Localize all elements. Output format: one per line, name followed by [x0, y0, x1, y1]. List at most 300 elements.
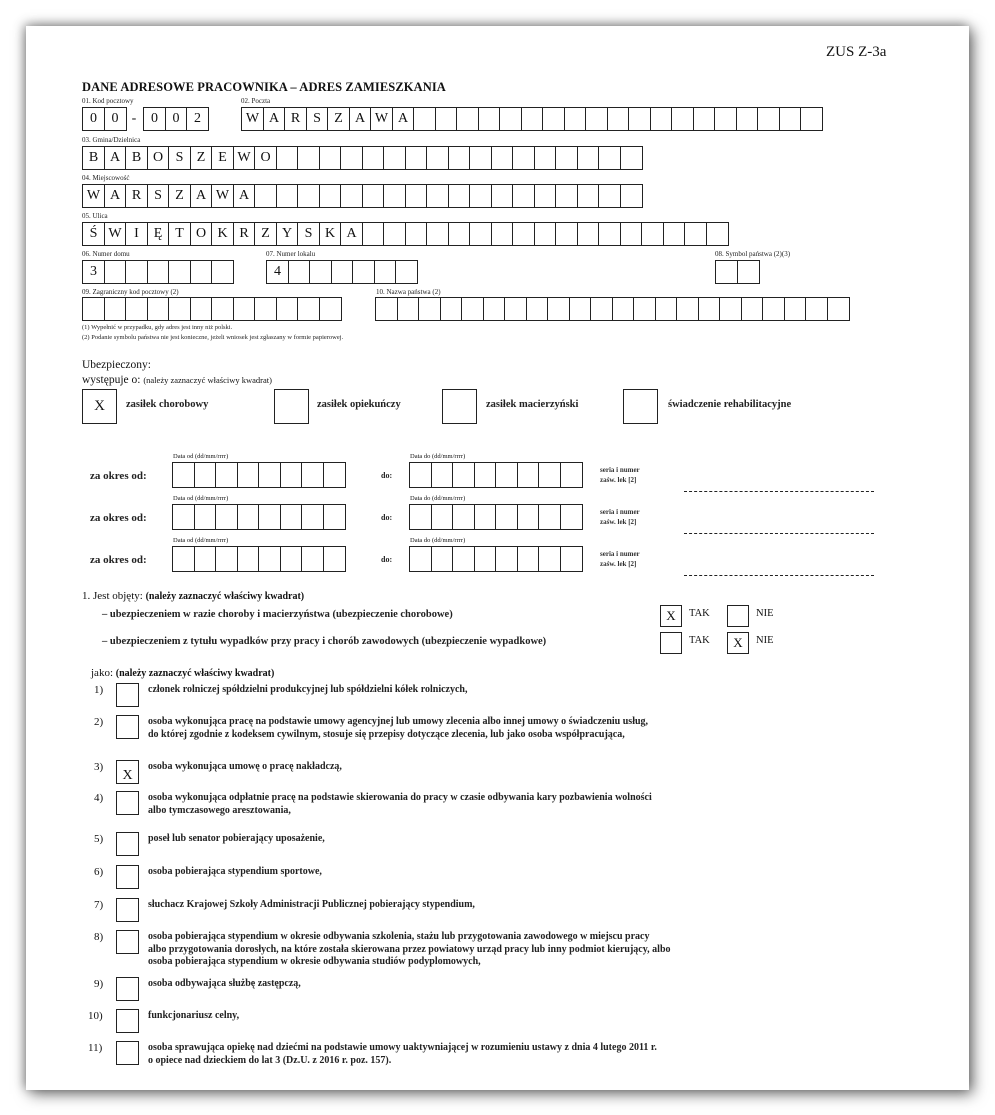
street-label: 05. Ulica	[82, 212, 108, 220]
role-option-checkbox[interactable]	[116, 683, 139, 707]
date-cell[interactable]	[538, 546, 561, 572]
char-cell[interactable]	[542, 107, 565, 131]
char-cell[interactable]	[319, 297, 342, 321]
date-from-field[interactable]	[172, 462, 344, 486]
date-cell[interactable]	[237, 504, 260, 530]
apartment-number-field[interactable]	[266, 260, 417, 284]
char-cell[interactable]	[426, 222, 449, 246]
char-cell[interactable]: W	[82, 184, 105, 208]
house-number-field[interactable]	[82, 260, 233, 284]
country-symbol-field[interactable]	[715, 260, 758, 284]
char-cell[interactable]	[585, 107, 608, 131]
char-cell[interactable]: 2	[186, 107, 209, 131]
date-cell[interactable]	[452, 546, 475, 572]
char-cell[interactable]	[233, 297, 256, 321]
char-cell[interactable]	[628, 107, 651, 131]
char-cell[interactable]: Ś	[82, 222, 105, 246]
char-cell[interactable]	[620, 184, 643, 208]
char-cell[interactable]	[736, 107, 759, 131]
locality-label: 04. Miejscowość	[82, 174, 130, 182]
char-cell[interactable]	[499, 107, 522, 131]
series-number-field[interactable]	[684, 491, 874, 492]
country-name-label: 10. Nazwa państwa (2)	[376, 288, 441, 296]
date-cell[interactable]	[452, 462, 475, 488]
benefit-care-checkbox[interactable]	[274, 389, 309, 424]
char-cell[interactable]	[448, 184, 471, 208]
char-cell[interactable]: 0	[82, 107, 105, 131]
char-cell[interactable]	[375, 297, 398, 321]
date-from-field[interactable]	[172, 546, 344, 570]
char-cell[interactable]	[590, 297, 613, 321]
char-cell[interactable]: W	[211, 184, 234, 208]
char-cell[interactable]	[190, 260, 213, 284]
char-cell[interactable]: Z	[190, 146, 213, 170]
date-from-hint: Data od (dd/mm/rrrr)	[173, 453, 229, 460]
role-option-checkbox[interactable]	[116, 715, 139, 739]
role-option-number: 11)	[88, 1042, 103, 1054]
date-cell[interactable]	[215, 462, 238, 488]
series-label	[600, 549, 640, 569]
date-cell[interactable]	[323, 504, 346, 530]
role-option-checkbox[interactable]	[116, 791, 139, 815]
char-cell[interactable]	[276, 146, 299, 170]
char-cell[interactable]: O	[190, 222, 213, 246]
char-cell[interactable]	[650, 107, 673, 131]
date-cell[interactable]	[280, 462, 303, 488]
series-label	[600, 465, 640, 485]
char-cell[interactable]	[491, 146, 514, 170]
char-cell[interactable]: S	[306, 107, 329, 131]
char-cell[interactable]: 0	[104, 107, 127, 131]
char-cell[interactable]	[276, 184, 299, 208]
char-cell[interactable]	[693, 107, 716, 131]
char-cell[interactable]	[448, 146, 471, 170]
char-cell[interactable]: K	[211, 222, 234, 246]
role-option-line: albo przygotowania dorosłych, na które została skierowana przez powiatowy urząd pracy lub inny podmiot kierujący, albo	[148, 943, 671, 955]
role-option-line: osoba pobierająca stypendium sportowe,	[148, 866, 322, 877]
char-cell[interactable]: Ę	[147, 222, 170, 246]
char-cell[interactable]: W	[241, 107, 264, 131]
period-to-label: do:	[381, 513, 393, 522]
role-option-checkbox[interactable]	[116, 865, 139, 889]
char-cell[interactable]	[555, 222, 578, 246]
date-cell[interactable]	[280, 504, 303, 530]
char-cell[interactable]: S	[168, 146, 191, 170]
date-cell[interactable]	[560, 504, 583, 530]
benefit-sickness-label: zasiłek chorobowy	[126, 399, 209, 410]
date-cell[interactable]	[495, 504, 518, 530]
char-cell[interactable]	[340, 146, 363, 170]
char-cell[interactable]	[211, 260, 234, 284]
char-cell[interactable]: 3	[82, 260, 105, 284]
coverage-sickness-yes-checkbox[interactable]: X	[660, 605, 682, 627]
char-cell[interactable]	[612, 297, 635, 321]
char-cell[interactable]: 4	[266, 260, 289, 284]
char-cell[interactable]	[676, 297, 699, 321]
char-cell[interactable]	[362, 222, 385, 246]
date-cell[interactable]	[172, 546, 195, 572]
char-cell[interactable]	[607, 107, 630, 131]
char-cell[interactable]	[331, 260, 354, 284]
char-cell[interactable]	[805, 297, 828, 321]
date-cell[interactable]	[474, 462, 497, 488]
insured-title: Ubezpieczony:	[82, 359, 151, 371]
char-cell[interactable]	[534, 222, 557, 246]
date-cell[interactable]	[474, 504, 497, 530]
char-cell[interactable]: R	[284, 107, 307, 131]
char-cell[interactable]	[719, 297, 742, 321]
char-cell[interactable]	[784, 297, 807, 321]
postal-code-field[interactable]	[82, 107, 208, 131]
date-cell[interactable]	[409, 504, 432, 530]
char-cell[interactable]	[478, 107, 501, 131]
date-cell[interactable]	[409, 546, 432, 572]
char-cell[interactable]	[577, 222, 600, 246]
date-cell[interactable]	[560, 546, 583, 572]
coverage-accident-no-label: NIE	[756, 635, 774, 646]
char-cell[interactable]	[362, 184, 385, 208]
date-cell[interactable]	[560, 462, 583, 488]
char-cell[interactable]	[491, 184, 514, 208]
date-cell[interactable]	[237, 546, 260, 572]
role-option-line: osoba sprawująca opiekę nad dziećmi na podstawie umowy uaktywniającej w rozumieniu ustawy z dnia 4 lutego 2011 r.	[148, 1042, 657, 1053]
char-cell[interactable]	[469, 222, 492, 246]
char-cell[interactable]	[714, 107, 737, 131]
char-cell[interactable]	[413, 107, 436, 131]
date-cell[interactable]	[301, 504, 324, 530]
char-cell[interactable]: Z	[254, 222, 277, 246]
role-option-number: 9)	[94, 978, 104, 990]
char-cell[interactable]: O	[147, 146, 170, 170]
date-to-field[interactable]	[409, 504, 581, 528]
date-cell[interactable]	[474, 546, 497, 572]
char-cell[interactable]: Y	[276, 222, 299, 246]
char-cell[interactable]	[352, 260, 375, 284]
coverage-title	[82, 590, 304, 602]
char-cell[interactable]	[534, 146, 557, 170]
period-to-label: do:	[381, 555, 393, 564]
date-cell[interactable]	[237, 462, 260, 488]
date-to-hint: Data do (dd/mm/rrrr)	[410, 495, 466, 502]
char-cell[interactable]: T	[168, 222, 191, 246]
coverage-hint: (należy zaznaczyć właściwy kwadrat)	[145, 591, 305, 602]
char-cell[interactable]	[190, 297, 213, 321]
char-cell[interactable]	[104, 260, 127, 284]
char-cell[interactable]: I	[125, 222, 148, 246]
country-name-field[interactable]	[375, 297, 848, 321]
char-cell[interactable]	[418, 297, 441, 321]
postal-code-dash: -	[131, 111, 137, 126]
char-cell[interactable]	[383, 222, 406, 246]
role-option-label	[148, 833, 325, 846]
role-option-line: osoba pobierająca stypendium w okresie odbywania studiów podyplomowych,	[148, 956, 481, 967]
role-option-number: 3)	[94, 761, 104, 773]
char-cell[interactable]	[598, 184, 621, 208]
date-to-hint: Data do (dd/mm/rrrr)	[410, 537, 466, 544]
char-cell[interactable]	[577, 146, 600, 170]
char-cell[interactable]: K	[319, 222, 342, 246]
char-cell[interactable]: 0	[165, 107, 188, 131]
char-cell[interactable]	[762, 297, 785, 321]
series-number-field[interactable]	[684, 533, 874, 534]
date-cell[interactable]	[194, 462, 217, 488]
char-cell[interactable]	[254, 297, 277, 321]
char-cell[interactable]	[741, 297, 764, 321]
date-cell[interactable]	[538, 462, 561, 488]
char-cell[interactable]	[698, 297, 721, 321]
date-cell[interactable]	[517, 462, 540, 488]
role-option-line: osoba wykonująca umowę o pracę nakładczą,	[148, 761, 342, 772]
char-cell[interactable]	[620, 222, 643, 246]
char-cell[interactable]	[288, 260, 311, 284]
char-cell[interactable]	[737, 260, 760, 284]
date-to-hint: Data do (dd/mm/rrrr)	[410, 453, 466, 460]
char-cell[interactable]: A	[233, 184, 256, 208]
coverage-accident-no-checkbox[interactable]: X	[727, 632, 749, 654]
date-from-hint: Data od (dd/mm/rrrr)	[173, 495, 229, 502]
char-cell[interactable]: A	[340, 222, 363, 246]
char-cell[interactable]	[491, 222, 514, 246]
role-title-text: jako:	[91, 667, 113, 679]
coverage-sickness-no-label: NIE	[756, 608, 774, 619]
postal-code-label: 01. Kod pocztowy	[82, 97, 134, 105]
role-option-checkbox[interactable]	[116, 832, 139, 856]
char-cell[interactable]	[641, 222, 664, 246]
char-cell[interactable]	[512, 222, 535, 246]
char-cell[interactable]	[340, 184, 363, 208]
char-cell[interactable]	[104, 297, 127, 321]
char-cell[interactable]	[125, 260, 148, 284]
char-cell[interactable]: B	[82, 146, 105, 170]
commune-field[interactable]	[82, 146, 641, 170]
char-cell[interactable]	[276, 297, 299, 321]
char-cell[interactable]	[598, 146, 621, 170]
date-cell[interactable]	[495, 546, 518, 572]
char-cell[interactable]	[483, 297, 506, 321]
char-cell[interactable]	[461, 297, 484, 321]
char-cell[interactable]: A	[190, 184, 213, 208]
char-cell[interactable]: Z	[327, 107, 350, 131]
benefit-sickness-checkbox[interactable]: X	[82, 389, 117, 424]
date-cell[interactable]	[431, 546, 454, 572]
char-cell[interactable]	[319, 184, 342, 208]
date-cell[interactable]	[323, 546, 346, 572]
char-cell[interactable]: W	[233, 146, 256, 170]
role-option-number: 10)	[88, 1010, 103, 1022]
period-to-label: do:	[381, 471, 393, 480]
char-cell[interactable]	[512, 146, 535, 170]
char-cell[interactable]	[405, 184, 428, 208]
char-cell[interactable]: Z	[168, 184, 191, 208]
char-cell[interactable]	[297, 184, 320, 208]
char-cell[interactable]: R	[233, 222, 256, 246]
date-cell[interactable]	[258, 462, 281, 488]
date-to-field[interactable]	[409, 462, 581, 486]
char-cell[interactable]	[800, 107, 823, 131]
date-cell[interactable]	[194, 546, 217, 572]
char-cell[interactable]	[555, 146, 578, 170]
date-cell[interactable]	[452, 504, 475, 530]
date-cell[interactable]	[280, 546, 303, 572]
char-cell[interactable]	[440, 297, 463, 321]
role-option-line: albo tymczasowego aresztowania,	[148, 804, 291, 816]
char-cell[interactable]	[397, 297, 420, 321]
char-cell[interactable]	[125, 297, 148, 321]
role-option-checkbox[interactable]	[116, 898, 139, 922]
char-cell[interactable]: A	[263, 107, 286, 131]
foreign-postal-code-field[interactable]	[82, 297, 340, 321]
date-cell[interactable]	[538, 504, 561, 530]
char-cell[interactable]	[555, 184, 578, 208]
char-cell[interactable]	[663, 222, 686, 246]
char-cell[interactable]: A	[392, 107, 415, 131]
char-cell[interactable]	[426, 146, 449, 170]
char-cell[interactable]: W	[370, 107, 393, 131]
char-cell[interactable]: E	[211, 146, 234, 170]
role-option-line: osoba wykonująca pracę na podstawie umowy agencyjnej lub umowy zlecenia albo innej umowy o świadczeniu usług,	[148, 716, 649, 727]
benefit-rehabilitation-checkbox[interactable]	[623, 389, 658, 424]
role-option-checkbox[interactable]	[116, 1009, 139, 1033]
char-cell[interactable]	[827, 297, 850, 321]
coverage-accident-yes-checkbox[interactable]	[660, 632, 682, 654]
char-cell[interactable]	[512, 184, 535, 208]
char-cell[interactable]: A	[104, 184, 127, 208]
char-cell[interactable]	[147, 260, 170, 284]
series-label-line-2: zaśw. lek [2]	[600, 476, 637, 484]
date-cell[interactable]	[215, 546, 238, 572]
role-option-number: 7)	[94, 899, 104, 911]
char-cell[interactable]	[147, 297, 170, 321]
char-cell[interactable]	[547, 297, 570, 321]
role-option-line: o opiece nad dzieckiem do lat 3 (Dz.U. z 2016 r. poz. 157).	[148, 1054, 392, 1066]
date-cell[interactable]	[517, 546, 540, 572]
char-cell[interactable]: R	[125, 184, 148, 208]
char-cell[interactable]	[715, 260, 738, 284]
date-cell[interactable]	[323, 462, 346, 488]
char-cell[interactable]	[569, 297, 592, 321]
date-cell[interactable]	[172, 504, 195, 530]
date-cell[interactable]	[517, 504, 540, 530]
char-cell[interactable]	[779, 107, 802, 131]
date-cell[interactable]	[495, 462, 518, 488]
char-cell[interactable]	[456, 107, 479, 131]
char-cell[interactable]	[374, 260, 397, 284]
date-cell[interactable]	[409, 462, 432, 488]
char-cell[interactable]	[426, 184, 449, 208]
series-label-line-1: seria i numer	[600, 466, 640, 474]
form-code: ZUS Z-3a	[826, 44, 887, 60]
char-cell[interactable]	[309, 260, 332, 284]
char-cell[interactable]: S	[147, 184, 170, 208]
char-cell[interactable]	[383, 184, 406, 208]
char-cell[interactable]	[534, 184, 557, 208]
street-field[interactable]	[82, 222, 727, 246]
role-option-label	[148, 899, 475, 912]
char-cell[interactable]	[577, 184, 600, 208]
char-cell[interactable]	[564, 107, 587, 131]
post-office-field[interactable]	[241, 107, 822, 131]
locality-field[interactable]	[82, 184, 641, 208]
char-cell[interactable]	[362, 146, 385, 170]
role-option-checkbox[interactable]: X	[116, 760, 139, 784]
char-cell[interactable]	[168, 260, 191, 284]
char-cell[interactable]	[757, 107, 780, 131]
char-cell[interactable]	[598, 222, 621, 246]
char-cell[interactable]	[319, 146, 342, 170]
char-cell[interactable]	[526, 297, 549, 321]
date-cell[interactable]	[172, 462, 195, 488]
role-hint: (należy zaznaczyć właściwy kwadrat)	[115, 668, 275, 679]
role-option-label	[148, 792, 652, 817]
char-cell[interactable]	[448, 222, 471, 246]
date-cell[interactable]	[431, 504, 454, 530]
applies-hint: (należy zaznaczyć właściwy kwadrat)	[143, 375, 272, 385]
role-option-checkbox[interactable]	[116, 930, 139, 954]
role-option-line: osoba wykonująca odpłatnie pracę na podstawie skierowania do pracy w czasie odbywania kary pozbawienia wolności	[148, 792, 652, 803]
char-cell[interactable]: W	[104, 222, 127, 246]
char-cell[interactable]: S	[297, 222, 320, 246]
date-cell[interactable]	[258, 504, 281, 530]
date-cell[interactable]	[258, 546, 281, 572]
char-cell[interactable]: B	[125, 146, 148, 170]
role-option-checkbox[interactable]	[116, 977, 139, 1001]
date-to-field[interactable]	[409, 546, 581, 570]
role-option-line: funkcjonariusz celny,	[148, 1010, 240, 1021]
coverage-sickness-no-checkbox[interactable]	[727, 605, 749, 627]
date-cell[interactable]	[194, 504, 217, 530]
date-from-field[interactable]	[172, 504, 344, 528]
char-cell[interactable]	[469, 184, 492, 208]
char-cell[interactable]	[684, 222, 707, 246]
char-cell[interactable]	[383, 146, 406, 170]
date-cell[interactable]	[301, 462, 324, 488]
char-cell[interactable]	[254, 184, 277, 208]
char-cell[interactable]: 0	[143, 107, 166, 131]
house-number-label: 06. Numer domu	[82, 250, 130, 258]
char-cell[interactable]	[671, 107, 694, 131]
char-cell[interactable]	[706, 222, 729, 246]
char-cell[interactable]: O	[254, 146, 277, 170]
date-cell[interactable]	[431, 462, 454, 488]
char-cell[interactable]	[521, 107, 544, 131]
char-cell[interactable]	[168, 297, 191, 321]
char-cell[interactable]	[405, 222, 428, 246]
char-cell[interactable]	[633, 297, 656, 321]
char-cell[interactable]	[504, 297, 527, 321]
series-label-line-1: seria i numer	[600, 508, 640, 516]
char-cell[interactable]	[211, 297, 234, 321]
char-cell[interactable]: A	[104, 146, 127, 170]
role-option-line: członek rolniczej spółdzielni produkcyjnej lub spółdzielni kółek rolniczych,	[148, 684, 468, 695]
char-cell[interactable]	[620, 146, 643, 170]
role-option-line: osoba odbywająca służbę zastępczą,	[148, 978, 301, 989]
char-cell[interactable]	[297, 146, 320, 170]
date-cell[interactable]	[215, 504, 238, 530]
char-cell[interactable]	[82, 297, 105, 321]
section-title: DANE ADRESOWE PRACOWNIKA – ADRES ZAMIESZKANIA	[82, 80, 446, 94]
char-cell[interactable]	[435, 107, 458, 131]
char-cell[interactable]	[469, 146, 492, 170]
date-cell[interactable]	[301, 546, 324, 572]
char-cell[interactable]: A	[349, 107, 372, 131]
char-cell[interactable]	[405, 146, 428, 170]
char-cell[interactable]	[655, 297, 678, 321]
char-cell[interactable]	[395, 260, 418, 284]
role-option-checkbox[interactable]	[116, 1041, 139, 1065]
benefit-maternity-checkbox[interactable]	[442, 389, 477, 424]
series-number-field[interactable]	[684, 575, 874, 576]
char-cell[interactable]	[297, 297, 320, 321]
